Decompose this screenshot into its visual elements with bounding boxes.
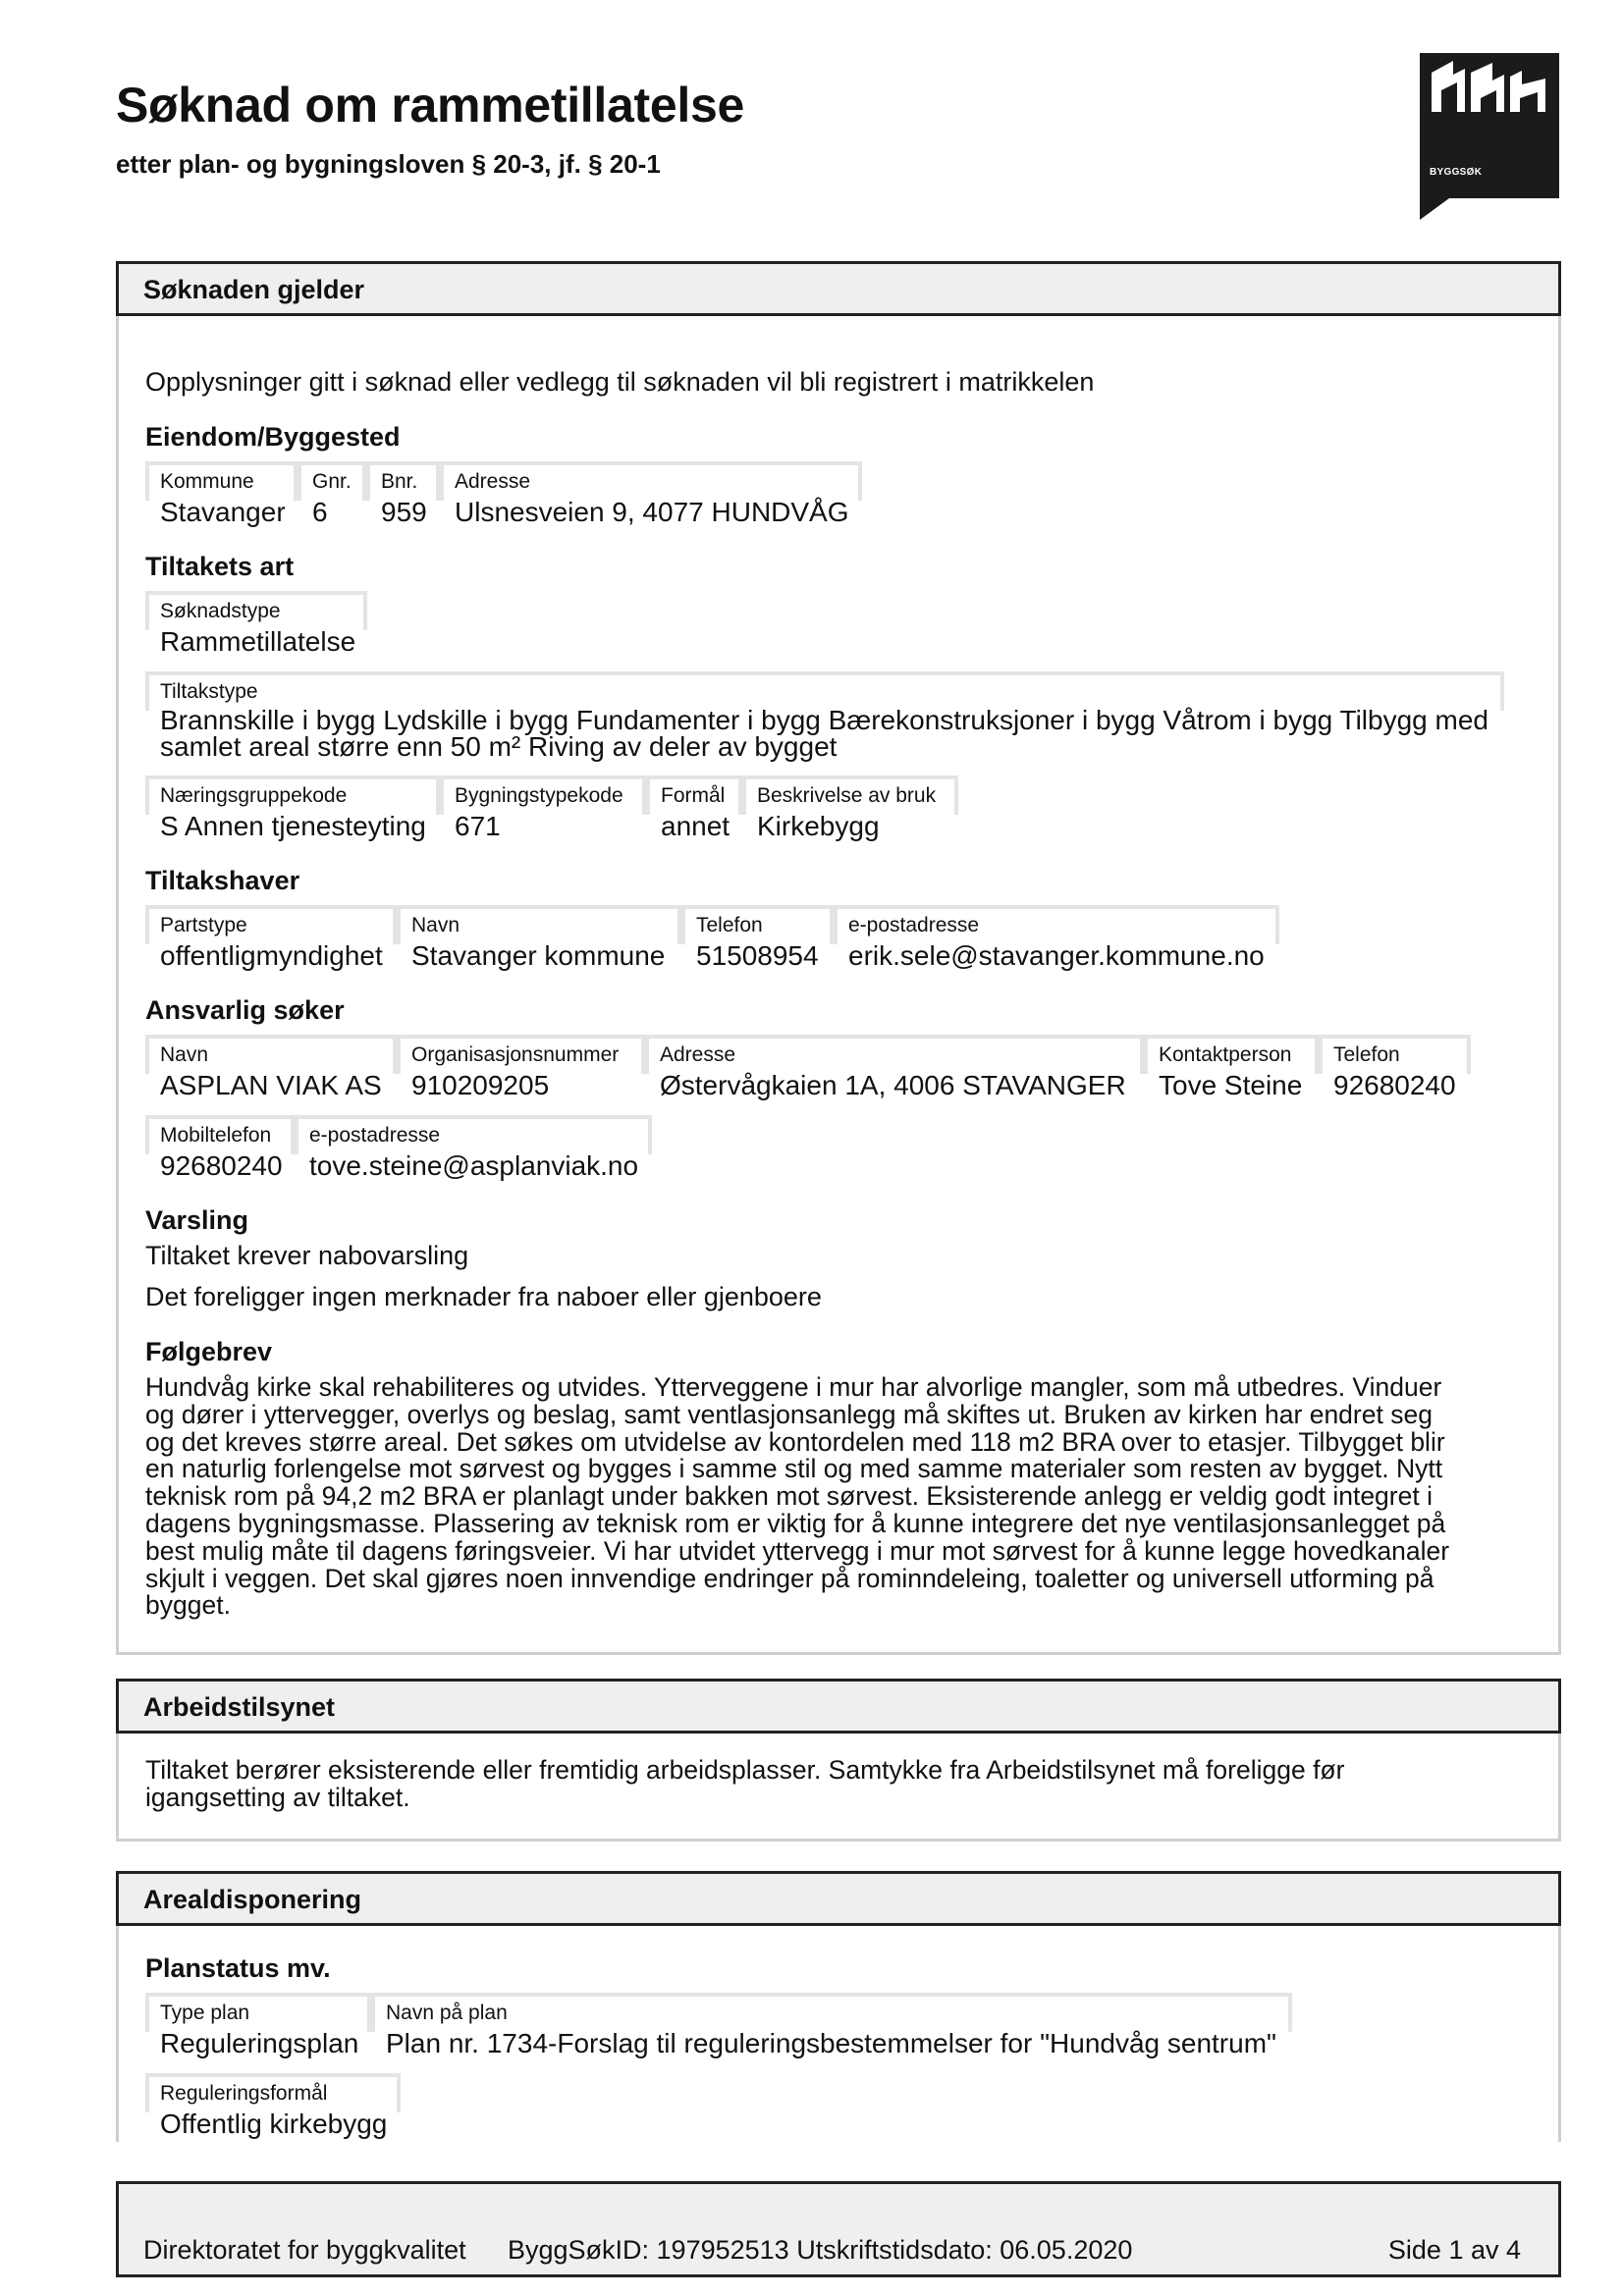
field-label: Tiltakstype [145, 671, 1504, 711]
field-label: Kommune [145, 461, 298, 501]
field-label: Telefon [681, 905, 834, 944]
field-value: annet [661, 811, 730, 841]
field-value: 910209205 [411, 1070, 550, 1100]
field-label: Kontaktperson [1144, 1035, 1319, 1074]
folgebrev-line: og det kreves større areal. Det søkes om utvidelse av kontordelen med 118 m2 BRA over to etasjer. Tilbygget blir [145, 1426, 1445, 1457]
section-soknaden-gjelder [116, 261, 1561, 1655]
section-title: Arealdisponering [143, 1885, 362, 1914]
field-value: 6 [312, 497, 328, 527]
field-label: e-postadresse [295, 1115, 652, 1154]
field-value: offentligmyndighet [160, 940, 383, 971]
field-value: 959 [381, 497, 427, 527]
logo-tail [1420, 198, 1449, 220]
ansvarlig-soker-heading: Ansvarlig søker [145, 995, 345, 1025]
tiltakstype-line: samlet areal større enn 50 m² Riving av deler av bygget [160, 731, 838, 762]
folgebrev-line: en naturlig forlengelse mot sørvest og bygges i samme stil og med samme materialer som resten av bygget. Nytt [145, 1454, 1443, 1484]
folgebrev-text [145, 1374, 1540, 1620]
section-arealdisponering [116, 1871, 1561, 2142]
section-arbeidstilsynet [116, 1679, 1561, 1842]
folgebrev-line: Hundvåg kirke skal rehabiliteres og utvides. Ytterveggene i mur har alvorlige mangler, som må utbedres. Vinduer [145, 1372, 1442, 1402]
field-value: Rammetillatelse [160, 626, 356, 657]
field-value: Stavanger kommune [411, 940, 666, 971]
field-label: Adresse [645, 1035, 1144, 1074]
field-label: Reguleringsformål [145, 2073, 401, 2112]
field-label: Gnr. [298, 461, 366, 501]
folgebrev-heading: Følgebrev [145, 1337, 273, 1366]
folgebrev-line: teknisk rom på 94,2 m2 BRA er planlagt under bakken mot sørvest. Eksisterende anlegg er veldig godt integret i [145, 1481, 1433, 1512]
arbeidstilsynet-text [145, 1757, 1540, 1812]
tiltak-heading: Tiltakets art [145, 552, 295, 581]
field-label: Type plan [145, 1993, 371, 2032]
intro-text: Opplysninger gitt i søknad eller vedlegg til søknaden vil bli registrert i matrikkelen [145, 367, 1095, 397]
field-label: e-postadresse [834, 905, 1279, 944]
page-footer [116, 2181, 1561, 2277]
document-subtitle: etter plan- og bygningsloven § 20-3, jf. § 20-1 [116, 149, 661, 179]
byggsok-logo [1420, 53, 1559, 198]
varsling-text: Det foreligger ingen merknader fra naboer eller gjenboere [145, 1282, 822, 1311]
section-title: Søknaden gjelder [143, 275, 365, 304]
field-label: Beskrivelse av bruk [742, 775, 958, 815]
field-tiltakstype [145, 671, 1504, 760]
field-value: S Annen tjenesteyting [160, 811, 426, 841]
field-value: Plan nr. 1734-Forslag til reguleringsbestemmelser for "Hundvåg sentrum" [386, 2028, 1276, 2058]
arbeidstilsynet-line: Tiltaket berører eksisterende eller fremtidig arbeidsplasser. Samtykke fra Arbeidstilsynet må foreligge før [145, 1755, 1345, 1785]
planstatus-heading: Planstatus mv. [145, 1953, 331, 1983]
field-value: Østervågkaien 1A, 4006 STAVANGER [660, 1070, 1126, 1100]
eiendom-heading: Eiendom/Byggested [145, 422, 401, 452]
field-label: Telefon [1319, 1035, 1471, 1074]
field-value: tove.steine@asplanviak.no [309, 1150, 639, 1181]
varsling-text: Tiltaket krever nabovarsling [145, 1241, 469, 1270]
folgebrev-line: dagens bygningsmasse. Plassering av teknisk rom er viktig for å kunne integrere det nye ventilasjonsanlegget på [145, 1508, 1446, 1538]
folgebrev-line: skjult i veggen. Det skal gjøres noen innvendige endringer på rominndeleing, toaletter og universell utforming på [145, 1563, 1434, 1593]
field-value: Stavanger [160, 497, 286, 527]
field-label: Navn på plan [371, 1993, 1292, 2032]
field-value: 671 [455, 811, 501, 841]
section-header [116, 1871, 1561, 1926]
folgebrev-line: bygget. [145, 1590, 231, 1621]
footer-id: ByggSøkID: 197952513 Utskriftstidsdato: 06.05.2020 [508, 2235, 1133, 2265]
tiltakshaver-heading: Tiltakshaver [145, 866, 300, 895]
field-value: erik.sele@stavanger.kommune.no [848, 940, 1265, 971]
field-value: 92680240 [160, 1150, 283, 1181]
field-value: 92680240 [1333, 1070, 1456, 1100]
arbeidstilsynet-line: igangsetting av tiltaket. [145, 1782, 410, 1812]
varsling-heading: Varsling [145, 1205, 249, 1235]
section-header [116, 1679, 1561, 1734]
field-label: Partstype [145, 905, 397, 944]
field-value: Ulsnesveien 9, 4077 HUNDVÅG [455, 497, 849, 527]
field-label: Formål [646, 775, 742, 815]
tiltakstype-line: Brannskille i bygg Lydskille i bygg Fundamenter i bygg Bærekonstruksjoner i bygg Våtrom i bygg Tilbygg med [160, 705, 1488, 735]
field-label: Næringsgruppekode [145, 775, 440, 815]
field-value [160, 707, 1488, 760]
field-label: Mobiltelefon [145, 1115, 295, 1154]
section-header [116, 261, 1561, 316]
section-title: Arbeidstilsynet [143, 1692, 336, 1722]
field-value: Reguleringsplan [160, 2028, 359, 2058]
field-label: Organisasjonsnummer [397, 1035, 645, 1074]
footer-page-number: Side 1 av 4 [1387, 2235, 1521, 2265]
field-label: Navn [145, 1035, 397, 1074]
field-label: Bygningstypekode [440, 775, 646, 815]
field-value: Kirkebygg [757, 811, 880, 841]
field-value: 51508954 [696, 940, 819, 971]
logo-label: BYGGSØK [1430, 167, 1483, 178]
field-label: Navn [397, 905, 681, 944]
field-label: Adresse [440, 461, 862, 501]
field-value: ASPLAN VIAK AS [160, 1070, 382, 1100]
footer-org: Direktoratet for byggkvalitet [143, 2235, 466, 2265]
field-value: Offentlig kirkebygg [160, 2109, 388, 2139]
field-value: Tove Steine [1159, 1070, 1303, 1100]
document-title: Søknad om rammetillatelse [116, 78, 744, 133]
field-label: Bnr. [366, 461, 440, 501]
folgebrev-line: best mulig måte til dagens føringsveier. Vi har utvidet yttervegg i mur mot sørvest for å kunne legge hovedkanaler [145, 1535, 1450, 1566]
folgebrev-line: og dører i yttervegger, overlys og beslag, samt ventlasjonsanlegg må skiftes ut. Bruken av kirken har endret seg [145, 1399, 1433, 1429]
field-label: Søknadstype [145, 591, 367, 630]
